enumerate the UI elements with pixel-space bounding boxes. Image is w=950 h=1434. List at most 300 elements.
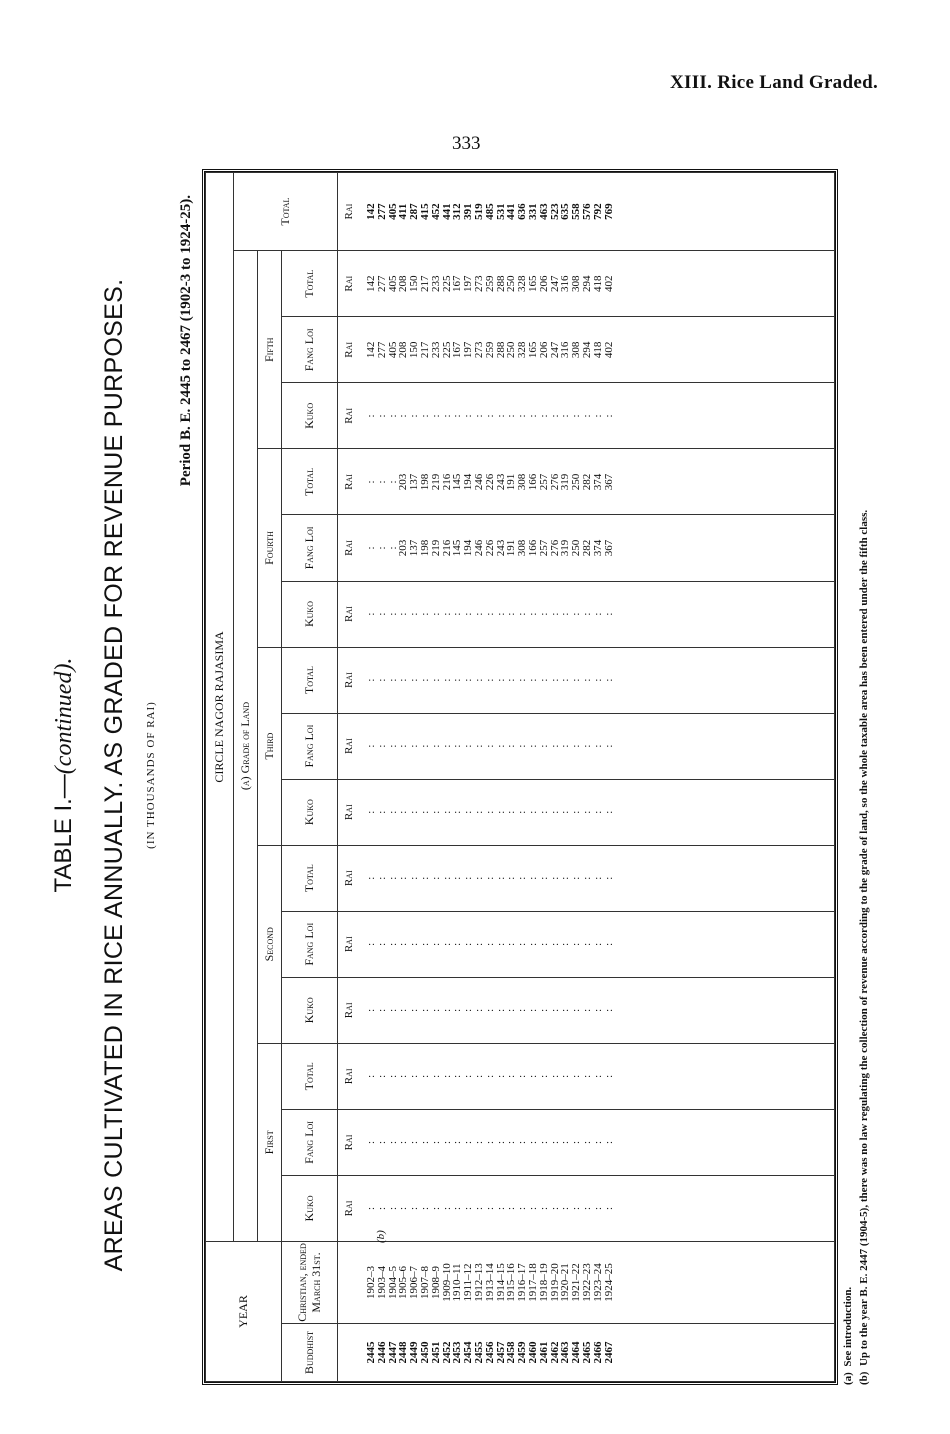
fifth-kuko-column-cell: : [516, 414, 529, 418]
third-kuko-column-cell: : [408, 810, 421, 814]
third-fang-loi-column-cell: : [472, 744, 485, 748]
third-kuko-column-cell: : [472, 810, 485, 814]
first-kuko-column-cell: : [516, 1206, 529, 1210]
fourth-fang-loi-column-cell: 226 [483, 539, 496, 557]
first-fang-loi-column-cell: : [429, 1140, 442, 1144]
buddhist-year-column-cell: 2457 [494, 1341, 507, 1364]
subcol-total: Total [282, 1043, 338, 1109]
fourth-total-column-cell: 282 [580, 473, 593, 491]
first-total-column-cell: : [505, 1074, 518, 1078]
second-fang-loi-column-cell: : [386, 942, 399, 946]
third-total-column-cell: : [516, 678, 529, 682]
grand-total-column-cell: 441 [505, 203, 518, 220]
table-title [50, 155, 78, 1395]
fourth-total-column-cell: : [375, 480, 388, 484]
second-total-column-cell: : [494, 876, 507, 880]
first-total-column-cell: : [429, 1074, 442, 1078]
second-kuko-column-cell: : [397, 1008, 410, 1012]
second-kuko-column-cell: : [580, 1008, 593, 1012]
subcol-kuko: Kuko [282, 977, 338, 1043]
christian-year-column-cell: 1912–13 [472, 1263, 485, 1302]
first-total-column-cell: : [494, 1074, 507, 1078]
first-total-column-cell: : [472, 1074, 485, 1078]
subcol-kuko: Kuko [282, 1175, 338, 1241]
second-total-column-cell: : [570, 876, 583, 880]
first-fang-loi-column-cell: : [375, 1140, 388, 1144]
footnote-b [856, 510, 872, 1385]
third-total-column-cell: : [440, 678, 453, 682]
second-kuko-column-cell: : [570, 1008, 583, 1012]
third-kuko-column-cell: : [386, 810, 399, 814]
second-kuko-column-cell: : [408, 1008, 421, 1012]
third-fang-loi-column-cell: : [602, 744, 615, 748]
fifth-total-column-cell: 206 [537, 275, 550, 292]
grand-total-column-cell: 635 [559, 203, 572, 220]
unit-blank [338, 1324, 361, 1382]
fourth-fang-loi-column-cell: 319 [559, 539, 572, 557]
second-total-column-cell: : [559, 876, 572, 880]
second-fang-loi-column-cell: : [429, 942, 442, 946]
fifth-fang-loi-column-cell: 233 [429, 341, 442, 359]
fourth-fang-loi-column-cell: 276 [548, 539, 561, 557]
fifth-kuko-column-cell: : [418, 414, 431, 418]
second-kuko-column [360, 977, 835, 1043]
fourth-fang-loi-column-cell: : [375, 546, 388, 550]
first-fang-loi-column-cell: : [440, 1140, 453, 1144]
third-total-column-cell: : [526, 678, 539, 682]
buddhist-year-column-cell: 2446 [375, 1341, 388, 1364]
first-total-column-cell: : [365, 1074, 377, 1078]
first-total-column-cell: : [408, 1074, 421, 1078]
second-total-column-cell: : [472, 876, 485, 880]
fifth-total-column-cell: 197 [462, 275, 475, 292]
second-total-column-cell: : [365, 876, 377, 880]
fourth-fang-loi-column-cell: 282 [580, 539, 593, 557]
unit-label: Rai [338, 977, 361, 1043]
third-total-column-cell: : [408, 678, 421, 682]
fifth-total-column [360, 251, 835, 317]
fifth-fang-loi-column-cell: 142 [365, 341, 377, 359]
second-total-column-cell: : [548, 876, 561, 880]
fifth-kuko-column-cell: : [386, 414, 399, 418]
grand-total-column-cell: 558 [570, 203, 583, 220]
second-fang-loi-column-cell: : [591, 942, 604, 946]
second-fang-loi-column [360, 911, 835, 977]
buddhist-year-column-cell: 2464 [570, 1341, 583, 1364]
second-total-column-cell: : [386, 876, 399, 880]
fourth-fang-loi-column-cell: : [386, 546, 399, 550]
second-total-column [360, 845, 835, 911]
section-heading: XIII. Rice Land Graded. [669, 72, 878, 93]
total-header: Total [234, 173, 338, 251]
unit-label: Rai [338, 779, 361, 845]
third-total-column-cell: : [397, 678, 410, 682]
second-fang-loi-column-cell: : [408, 942, 421, 946]
fifth-kuko-column-cell: : [397, 414, 410, 418]
unit-label: Rai [338, 251, 361, 317]
third-kuko-column-cell: : [451, 810, 464, 814]
christian-year-column-cell: 1918–19 [537, 1263, 550, 1302]
third-kuko-column-cell: : [375, 810, 388, 814]
first-kuko-column-cell: : [386, 1206, 399, 1210]
fourth-fang-loi-column-cell: 308 [516, 539, 529, 557]
footnote-b-label: (b) [858, 1371, 870, 1385]
fourth-kuko-column-cell: : [418, 612, 431, 616]
third-total-column-cell: : [429, 678, 442, 682]
fourth-kuko-column-cell: : [451, 612, 464, 616]
first-kuko-column-cell: : [580, 1206, 593, 1210]
second-total-column-cell: : [408, 876, 421, 880]
unit-label: Rai [338, 1175, 361, 1241]
first-kuko-column-cell: : [440, 1206, 453, 1210]
christian-year-column-cell: 1903–4 [375, 1266, 388, 1299]
third-kuko-column-cell: : [462, 810, 475, 814]
unit-blank [338, 1241, 361, 1323]
first-fang-loi-column-cell: : [462, 1140, 475, 1144]
subcol-total: Total [282, 251, 338, 317]
second-kuko-column-cell: : [429, 1008, 442, 1012]
fifth-fang-loi-column-cell: 208 [397, 341, 410, 359]
first-fang-loi-column-cell: : [418, 1140, 431, 1144]
grand-total-column-cell: 441 [440, 203, 453, 220]
unit-label: Rai [338, 581, 361, 647]
grade-second: Second [258, 845, 282, 1043]
fourth-fang-loi-column-cell: 145 [451, 539, 464, 557]
third-fang-loi-column-cell: : [580, 744, 593, 748]
first-kuko-column-cell: : [472, 1206, 485, 1210]
second-kuko-column-cell: : [375, 1008, 388, 1012]
grand-total-column-cell: 463 [537, 203, 550, 220]
footnote-a-label: (a) [842, 1372, 854, 1385]
christian-year-column-cell: 1920–21 [559, 1263, 572, 1302]
buddhist-year-column-cell: 2450 [418, 1341, 431, 1364]
second-total-column-cell: : [440, 876, 453, 880]
third-total-column-cell: : [451, 678, 464, 682]
third-kuko-column-cell: : [537, 810, 550, 814]
fourth-total-column-cell: 198 [418, 473, 431, 491]
third-fang-loi-column-cell: : [537, 744, 550, 748]
third-fang-loi-column-cell: : [483, 744, 496, 748]
fourth-total-column-cell: 308 [516, 473, 529, 491]
fifth-kuko-column [360, 383, 835, 449]
second-kuko-column-cell: : [526, 1008, 539, 1012]
first-fang-loi-column-cell: : [537, 1140, 550, 1144]
subcol-total: Total [282, 845, 338, 911]
fourth-kuko-column-cell: : [408, 612, 421, 616]
unit-label: Rai [338, 449, 361, 515]
subcol-fang-loi: Fang Loi [282, 911, 338, 977]
first-kuko-column-cell: : [591, 1206, 604, 1210]
grand-total-column-cell: 769 [602, 203, 615, 220]
third-kuko-column-cell: : [559, 810, 572, 814]
third-total-column-cell: : [418, 678, 431, 682]
second-kuko-column-cell: : [516, 1008, 529, 1012]
fourth-kuko-column-cell: : [397, 612, 410, 616]
second-fang-loi-column-cell: : [526, 942, 539, 946]
fourth-total-column-cell: 257 [537, 473, 550, 491]
fourth-total-column-cell: 137 [408, 473, 421, 491]
buddhist-year-column-cell: 2449 [408, 1341, 421, 1364]
fifth-total-column-cell: 250 [505, 275, 518, 292]
fifth-kuko-column-cell: : [365, 414, 377, 418]
first-fang-loi-column-cell: : [570, 1140, 583, 1144]
first-total-column-cell: : [375, 1074, 388, 1078]
third-fang-loi-column-cell: : [526, 744, 539, 748]
third-total-column-cell: : [591, 678, 604, 682]
fifth-fang-loi-column-cell: 402 [602, 341, 615, 359]
fifth-fang-loi-column-cell: 328 [516, 341, 529, 359]
second-total-column-cell: : [602, 876, 615, 880]
second-kuko-column-cell: : [494, 1008, 507, 1012]
fifth-total-column-cell: 308 [570, 275, 583, 292]
rice-land-table [205, 172, 835, 1382]
fourth-total-column-cell: : [365, 480, 377, 484]
fifth-fang-loi-column-cell: 288 [494, 341, 507, 359]
fourth-fang-loi-column-cell: 137 [408, 539, 421, 557]
third-fang-loi-column-cell: : [559, 744, 572, 748]
third-fang-loi-column-cell: : [591, 744, 604, 748]
fourth-kuko-column-cell: : [570, 612, 583, 616]
fourth-kuko-column-cell: : [386, 612, 399, 616]
third-kuko-column-cell: : [602, 810, 615, 814]
subcol-total: Total [282, 647, 338, 713]
fifth-total-column-cell: 328 [516, 275, 529, 292]
third-kuko-column-cell: : [526, 810, 539, 814]
first-fang-loi-column-cell: : [494, 1140, 507, 1144]
fifth-total-column-cell: 402 [602, 275, 615, 292]
first-kuko-column-cell: : [483, 1206, 496, 1210]
second-kuko-column-cell: : [548, 1008, 561, 1012]
first-kuko-column-cell: : [408, 1206, 421, 1210]
fifth-fang-loi-column-cell: 150 [408, 341, 421, 359]
first-fang-loi-column-cell: : [386, 1140, 399, 1144]
fourth-kuko-column-cell: : [462, 612, 475, 616]
fourth-fang-loi-column-cell: 203 [397, 539, 410, 557]
second-fang-loi-column-cell: : [516, 942, 529, 946]
second-total-column-cell: : [483, 876, 496, 880]
christian-year-column-cell: 1914–15 [494, 1263, 507, 1302]
fifth-fang-loi-column-cell: 418 [591, 341, 604, 359]
third-fang-loi-column-cell: : [418, 744, 431, 748]
third-total-column-cell: : [602, 678, 615, 682]
fifth-kuko-column-cell: : [548, 414, 561, 418]
buddhist-year-column-cell: 2465 [580, 1341, 593, 1364]
first-total-column-cell: : [451, 1074, 464, 1078]
buddhist-year-column-cell: 2460 [526, 1341, 539, 1364]
third-total-column-cell: : [537, 678, 550, 682]
first-kuko-column [360, 1175, 835, 1241]
unit-label: Rai [338, 515, 361, 581]
fifth-kuko-column-cell: : [602, 414, 615, 418]
fourth-total-column-cell: 367 [602, 473, 615, 491]
grand-total-column-cell: 519 [472, 203, 485, 220]
first-kuko-column-cell: : [559, 1206, 572, 1210]
first-total-column-cell: : [591, 1074, 604, 1078]
second-total-column-cell: : [375, 876, 388, 880]
first-kuko-column-cell: : [451, 1206, 464, 1210]
grand-total-column-cell: 452 [429, 203, 442, 220]
christian-year-column-cell: 1922–23 [580, 1263, 593, 1302]
first-total-column-cell: : [516, 1074, 529, 1078]
grand-total-column-cell: 312 [451, 203, 464, 220]
second-kuko-column-cell: : [591, 1008, 604, 1012]
third-kuko-column-cell: : [397, 810, 410, 814]
fifth-total-column-cell: 316 [559, 275, 572, 292]
christian-year-column [360, 1241, 835, 1323]
grand-total-column-cell: 405 [386, 203, 399, 220]
fifth-kuko-column-cell: : [537, 414, 550, 418]
first-fang-loi-column-cell: : [591, 1140, 604, 1144]
first-kuko-column-cell: : [548, 1206, 561, 1210]
grand-total-column-cell: 576 [580, 203, 593, 220]
third-total-column-cell: : [365, 678, 377, 682]
christian-year-column-cell: 1909–10 [440, 1263, 453, 1302]
fourth-kuko-column-cell: : [375, 612, 388, 616]
fifth-total-column-cell: 288 [494, 275, 507, 292]
circle-header: CIRCLE NAGOR RAJASIMA [206, 173, 234, 1242]
grade-fourth: Fourth [258, 449, 282, 647]
fourth-fang-loi-column-cell: 367 [602, 539, 615, 557]
first-fang-loi-column [360, 1109, 835, 1175]
second-total-column-cell: : [429, 876, 442, 880]
grand-total-column-cell: 391 [462, 203, 475, 220]
fifth-total-column-cell: 259 [483, 275, 496, 292]
grand-total-column-cell: 636 [516, 203, 529, 220]
second-kuko-column-cell: : [505, 1008, 518, 1012]
christian-year-column-cell: 1906–7 [408, 1266, 421, 1299]
table-frame [202, 169, 838, 1385]
fourth-fang-loi-column-cell: 191 [505, 539, 518, 557]
third-fang-loi-column-cell: : [516, 744, 529, 748]
second-total-column-cell: : [591, 876, 604, 880]
first-fang-loi-column-cell: : [451, 1140, 464, 1144]
third-kuko-column-cell: : [580, 810, 593, 814]
first-total-column-cell: : [537, 1074, 550, 1078]
subcol-total: Total [282, 449, 338, 515]
grade-first: First [258, 1043, 282, 1241]
fifth-kuko-column-cell: : [559, 414, 572, 418]
grand-total-column-cell: 411 [397, 203, 410, 220]
fourth-fang-loi-column-cell: 219 [429, 539, 442, 557]
second-kuko-column-cell: : [559, 1008, 572, 1012]
third-fang-loi-column-cell: : [462, 744, 475, 748]
first-kuko-column-cell: : [494, 1206, 507, 1210]
grand-total-column-cell: 523 [548, 203, 561, 220]
fourth-fang-loi-column-cell: 257 [537, 539, 550, 557]
christian-year-column-cell: 1924–25 [602, 1263, 615, 1302]
second-fang-loi-column-cell: : [570, 942, 583, 946]
third-total-column-cell: : [570, 678, 583, 682]
fifth-kuko-column-cell: : [570, 414, 583, 418]
christian-year-column-cell: 1907–8 [418, 1266, 431, 1299]
first-total-column-cell: : [483, 1074, 496, 1078]
third-fang-loi-column-cell: : [451, 744, 464, 748]
fourth-kuko-column-cell: : [483, 612, 496, 616]
buddhist-header: Buddhist [282, 1324, 338, 1382]
fourth-kuko-column [360, 581, 835, 647]
first-total-column-cell: : [440, 1074, 453, 1078]
buddhist-year-column-cell: 2467 [602, 1341, 615, 1364]
fifth-fang-loi-column-cell: 405 [386, 341, 399, 359]
first-total-column-cell: : [570, 1074, 583, 1078]
fourth-fang-loi-column-cell: 194 [462, 539, 475, 557]
fourth-total-column-cell: 219 [429, 473, 442, 491]
buddhist-year-column-cell: 2462 [548, 1341, 561, 1364]
rotated-table-block [50, 155, 890, 1395]
fourth-total-column-cell: 319 [559, 473, 572, 491]
fifth-fang-loi-column-cell: 316 [559, 341, 572, 359]
third-fang-loi-column-cell: : [397, 744, 410, 748]
fifth-fang-loi-column-cell: 308 [570, 341, 583, 359]
christian-year-column-cell: 1905–6 [397, 1266, 410, 1299]
buddhist-year-column-cell: 2455 [472, 1341, 485, 1364]
unit-label: Rai [338, 845, 361, 911]
second-total-column-cell: : [397, 876, 410, 880]
second-kuko-column-cell: : [386, 1008, 399, 1012]
fifth-kuko-column-cell: : [375, 414, 388, 418]
subcol-fang-loi: Fang Loi [282, 713, 338, 779]
first-kuko-column-cell: : [418, 1206, 431, 1210]
first-fang-loi-column-cell: : [559, 1140, 572, 1144]
christian-year-column-cell: 1923–24 [591, 1263, 604, 1302]
christian-year-column-cell: 1921–22 [570, 1263, 583, 1302]
table-units: (IN THOUSANDS OF RAI) [145, 701, 157, 849]
fifth-total-column-cell: 247 [548, 275, 561, 292]
fourth-fang-loi-column-cell: 243 [494, 539, 507, 557]
fourth-kuko-column-cell: : [548, 612, 561, 616]
grade-fifth: Fifth [258, 251, 282, 449]
third-kuko-column-cell: : [505, 810, 518, 814]
first-total-column-cell: : [602, 1074, 615, 1078]
table-period: Period B. E. 2445 to 2467 (1902-3 to 1924-25). [178, 195, 194, 487]
second-kuko-column-cell: : [440, 1008, 453, 1012]
third-total-column [360, 647, 835, 713]
first-total-column-cell: : [397, 1074, 410, 1078]
fourth-kuko-column-cell: : [526, 612, 539, 616]
fourth-kuko-column-cell: : [537, 612, 550, 616]
fifth-fang-loi-column-cell: 225 [440, 341, 453, 359]
second-kuko-column-cell: : [483, 1008, 496, 1012]
fourth-total-column-cell: 194 [462, 473, 475, 491]
fourth-kuko-column-cell: : [494, 612, 507, 616]
first-total-column-cell: : [548, 1074, 561, 1078]
fourth-kuko-column-cell: : [602, 612, 615, 616]
first-kuko-column-cell: : [462, 1206, 475, 1210]
first-kuko-column-cell: : [602, 1206, 615, 1210]
third-total-column-cell: : [483, 678, 496, 682]
first-fang-loi-column-cell: : [602, 1140, 615, 1144]
second-total-column-cell: : [451, 876, 464, 880]
fifth-fang-loi-column-cell: 294 [580, 341, 593, 359]
grade-third: Third [258, 647, 282, 845]
footnote-b-marker: (b) [375, 1230, 387, 1243]
first-fang-loi-column-cell: : [516, 1140, 529, 1144]
grade-header: (a) Grade of Land [234, 251, 258, 1242]
christian-year-column-cell: 1910–11 [451, 1263, 464, 1302]
first-total-column-cell: : [462, 1074, 475, 1078]
fifth-kuko-column-cell: : [440, 414, 453, 418]
footnote-a [840, 510, 856, 1385]
fourth-total-column-cell: : [386, 480, 399, 484]
fifth-total-column-cell: 418 [591, 275, 604, 292]
third-kuko-column-cell: : [483, 810, 496, 814]
fourth-total-column-cell: 243 [494, 473, 507, 491]
fourth-kuko-column-cell: : [472, 612, 485, 616]
third-kuko-column-cell: : [429, 810, 442, 814]
christian-year-column-cell: 1911–12 [462, 1263, 475, 1302]
table-title-continued: (continued). [51, 657, 77, 775]
third-kuko-column-cell: : [548, 810, 561, 814]
